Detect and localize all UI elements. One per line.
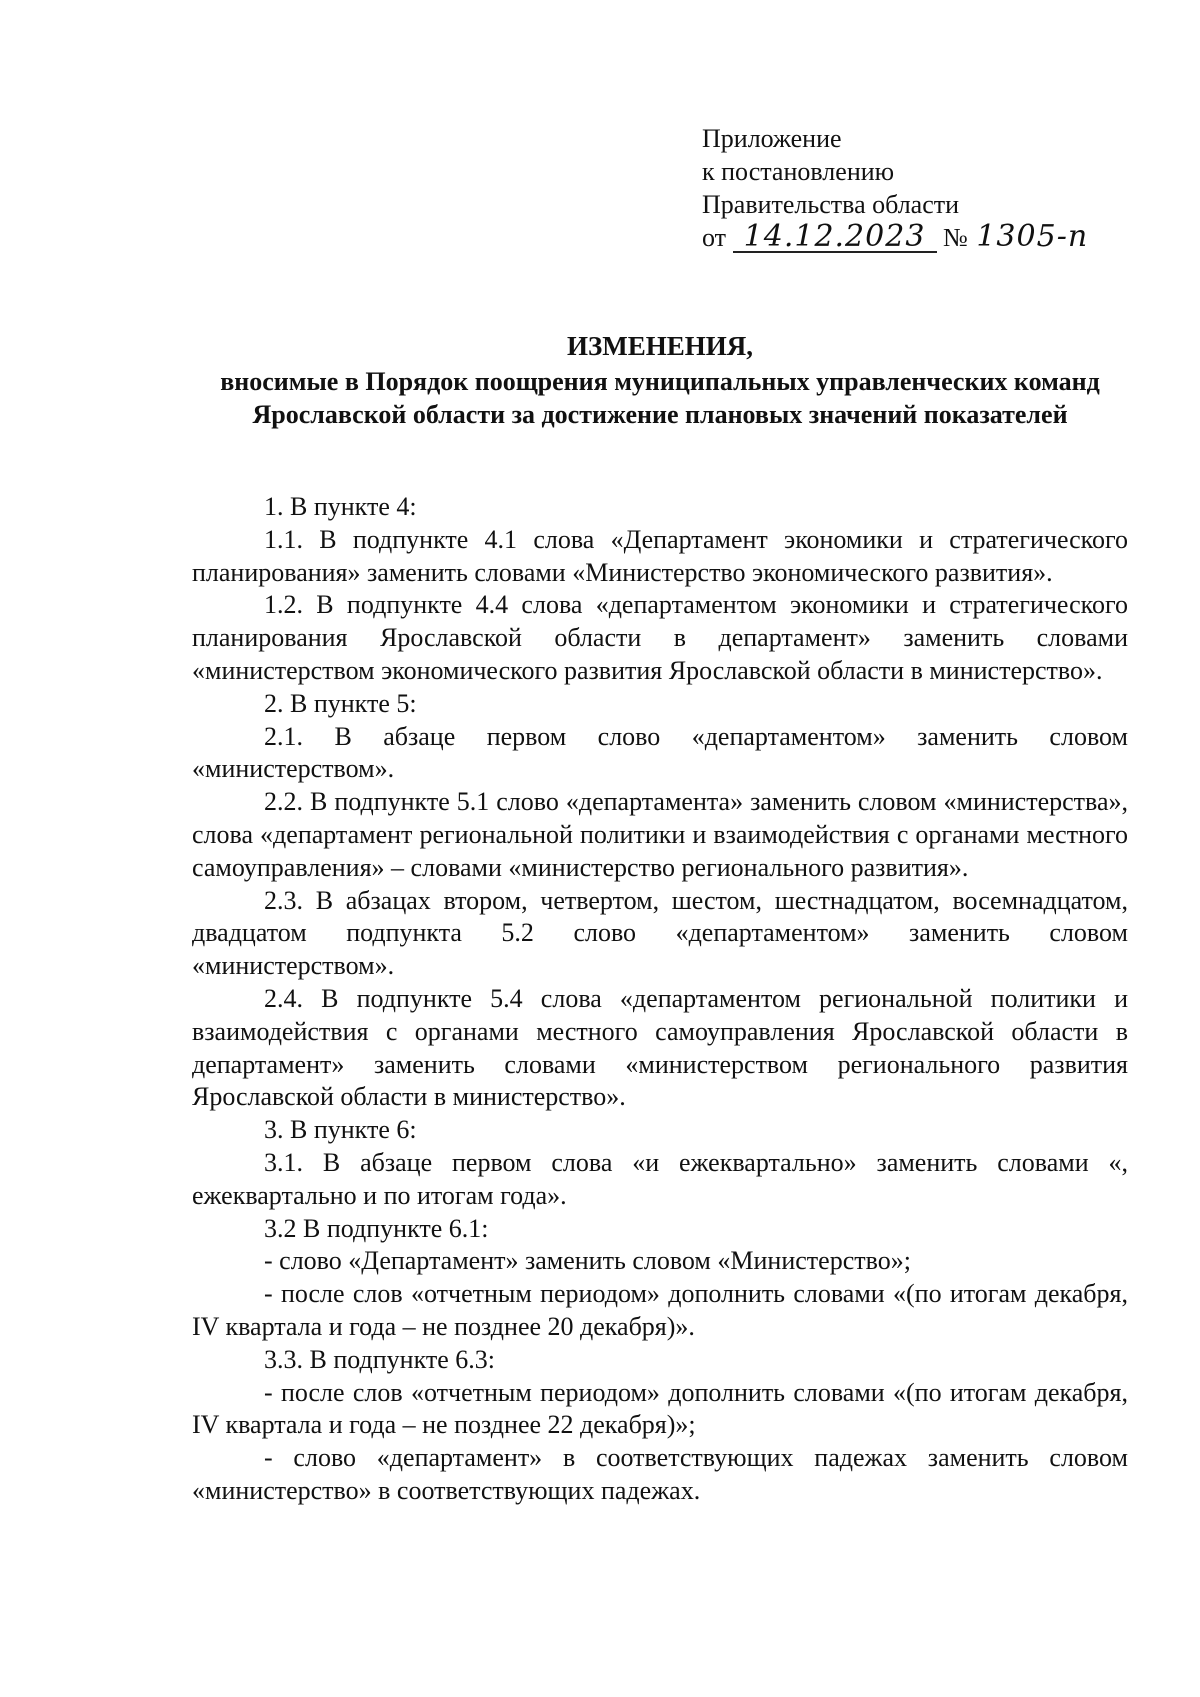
paragraph-1: 1. В пункте 4:: [264, 492, 417, 521]
document-body: [192, 491, 1128, 1508]
paragraph-2-2: 2.2. В подпункте 5.1 слово «департамента» заменить словом «министерства», слова «департамент региональной политики и взаимодействия с органами местного самоуправления» – словами «министерство регионального развития».: [192, 787, 1128, 882]
appendix-block: [702, 122, 1128, 254]
paragraph-3-2: 3.2 В подпункте 6.1:: [264, 1213, 489, 1243]
title-main: ИЗМЕНЕНИЯ,: [566, 331, 753, 361]
paragraph-3-2-item-1: - слово «Департамент» заменить словом «Министерство»;: [264, 1246, 911, 1276]
paragraph-3-3-item-2: - слово «департамент» в соответствующих падежах заменить словом «министерство» в соответствующих падежах.: [192, 1443, 1128, 1505]
appendix-line-3: Правительства области: [702, 190, 960, 219]
appendix-line-1: Приложение: [702, 124, 842, 153]
number-prefix: №: [943, 223, 968, 252]
title-subtitle: вносимые в Порядок поощрения муниципальных управленческих команд Ярославской области за достижение плановых значений показателей: [220, 367, 1100, 429]
handwritten-date: 14.12.2023: [733, 223, 937, 253]
paragraph-2: 2. В пункте 5:: [264, 688, 417, 718]
handwritten-number: 1305-п: [976, 219, 1089, 254]
paragraph-3-3: 3.3. В подпункте 6.3:: [264, 1344, 495, 1374]
paragraph-1-2: 1.2. В подпункте 4.4 слова «департаментом экономики и стратегического планирования Ярославской области в департамент» заменить словами «министерством экономического развития Ярославской области в министерство».: [192, 590, 1128, 685]
paragraph-3: 3. В пункте 6:: [264, 1115, 417, 1145]
paragraph-2-3: 2.3. В абзацах втором, четвертом, шестом, шестнадцатом, восемнадцатом, двадцатом подпункта 5.2 слово «департаментом» заменить словом «министерством».: [192, 885, 1128, 981]
appendix-date-line: [702, 221, 1128, 254]
date-prefix: от: [702, 223, 727, 252]
paragraph-3-3-item-1: - после слов «отчетным периодом» дополнить словами «(по итогам декабря, IV квартала и года – не позднее 22 декабря)»;: [192, 1377, 1128, 1440]
paragraph-2-4: 2.4. В подпункте 5.4 слова «департаментом региональной политики и взаимодействия с органами местного самоуправления Ярославской области в департамент» заменить словами «министерством регионального развития Ярославской области в министерство».: [192, 983, 1128, 1112]
paragraph-2-1: 2.1. В абзаце первом слово «департаментом» заменить словом «министерством».: [192, 721, 1128, 784]
paragraph-3-1: 3.1. В абзаце первом слова «и ежеквартально» заменить словами «, ежеквартально и по итогам года».: [192, 1147, 1128, 1210]
document-title: [190, 330, 1130, 431]
paragraph-1-1: 1.1. В подпункте 4.1 слова «Департамент экономики и стратегического планирования» заменить словами «Министерство экономического развития».: [192, 524, 1128, 587]
appendix-line-2: к постановлению: [702, 157, 895, 186]
paragraph-3-2-item-2: - после слов «отчетным периодом» дополнить словами «(по итогам декабря, IV квартала и года – не позднее 20 декабря)».: [192, 1279, 1128, 1341]
